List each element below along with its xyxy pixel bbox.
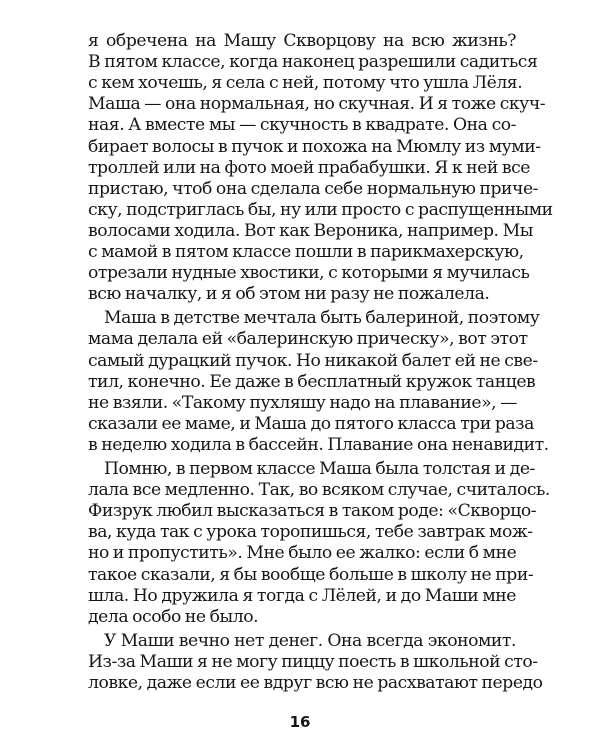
text-line: волосами ходила. Вот как Вероника, например. Мы — [88, 220, 533, 241]
text-line: троллей или на фото моей прабабушки. Я к ней все — [88, 157, 531, 178]
text-line: В пятом классе, когда наконец разрешили садиться — [88, 52, 538, 73]
text-line: Из-за Маши я не могу пиццу поесть в школьной сто- — [88, 651, 538, 672]
text-line: ва, куда так с урока торопишься, тебе завтрак мож- — [88, 522, 533, 543]
text-line: Маша — она нормальная, но скучная. И я тоже скуч- — [88, 94, 546, 115]
text-line: я обречена на Машу Скворцову на всю жизнь? — [88, 31, 516, 51]
text-line: ску, подстриглась бы, ну или просто с распущенными — [88, 199, 553, 220]
text-line: ловке, даже если ее вдруг всю не расхватают передо — [88, 673, 543, 693]
text-line: всю началку, и я об этом ни разу не пожалела. — [88, 284, 490, 305]
text-line: отрезали нудные хвостики, с которыми я мучилась — [88, 263, 530, 284]
text-line: Физрук любил высказаться в таком роде: «Скворцо- — [88, 501, 537, 522]
text-line: шла. Но дружила я тогда с Лёлей, и до Маши мне — [88, 585, 516, 606]
text-line: ная. А вместе мы — скучность в квадрате. Она со- — [88, 115, 516, 136]
text-line: мама делала ей «балеринскую прическу», вот этот — [88, 329, 528, 350]
text-line: такое сказали, я бы вообще больше в школу не при- — [88, 564, 534, 585]
text-line: не взяли. «Такому пухляшу надо на плавание», — — [88, 392, 517, 413]
text-line: лала все медленно. Так, во всяком случае, считалось. — [88, 480, 550, 501]
text-line: У Маши вечно нет денег. Она всегда экономит. — [104, 630, 516, 651]
text-line: дела особо не было. — [88, 606, 259, 627]
text-line: Помню, в первом классе Маша была толстая и де- — [104, 459, 535, 479]
text-line: сказали ее маме, и Маша до пятого класса три раза — [88, 413, 534, 434]
text-line: но и пропустить». Мне было ее жалко: если б мне — [88, 543, 517, 564]
text-line: пристаю, чтоб она сделала себе нормальную приче- — [88, 178, 539, 199]
text-line: с кем хочешь, я села с ней, потому что ушла Лёля. — [88, 73, 523, 94]
text-line: в неделю ходила в бассейн. Плавание она ненавидит. — [88, 434, 549, 455]
text-line: бирает волосы в пучок и похожа на Мюмлу из муми- — [88, 136, 541, 157]
text-line: с мамой в пятом классе пошли в парикмахерскую, — [88, 242, 524, 262]
text-line: Маша в детстве мечтала быть балериной, поэтому — [104, 308, 540, 329]
page-number: 16 — [289, 713, 311, 731]
text-line: самый дурацкий пучок. Но никакой балет ей не све- — [88, 350, 538, 371]
text-line: тил, конечно. Ее даже в бесплатный кружок танцев — [88, 371, 536, 392]
